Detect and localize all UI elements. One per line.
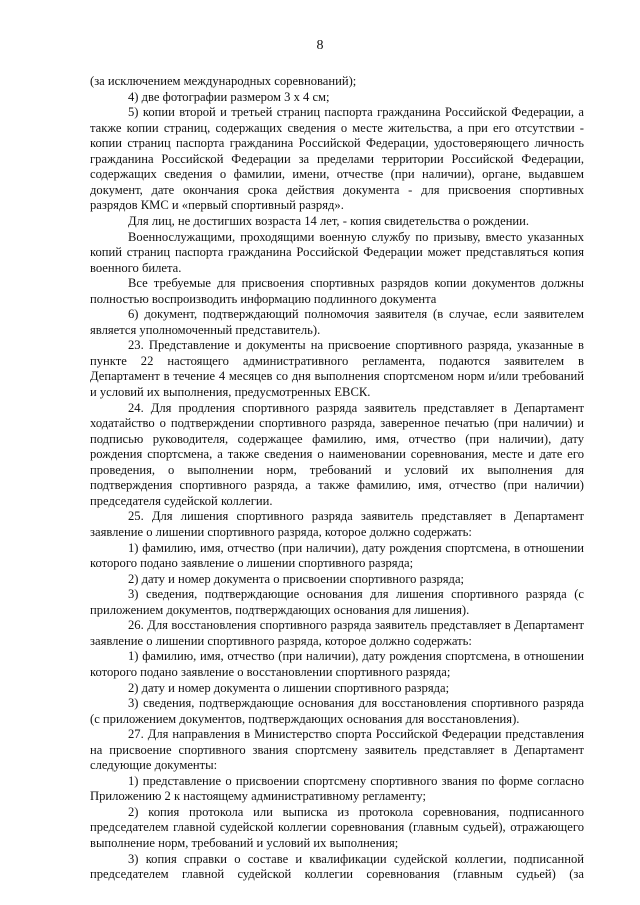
text-line: председателем главной судейской коллегии соревнования (главным судьей) (за	[90, 867, 584, 882]
text-line: ходатайство о подтверждении спортивного разряда, заверенное печатью (при наличии) и	[90, 416, 584, 431]
text-line: 2) копия протокола или выписка из протокола соревнования, подписанного	[128, 804, 584, 819]
text-line: выполнение норм, требований и условий их выполнения;	[90, 836, 399, 850]
text-line: рождения спортсмена, а также сведения о наименовании соревнования, месте и дате его	[90, 447, 584, 462]
text-line: подписью руководителя, содержащее фамилию, имя, отчество (при наличии), дату	[90, 431, 584, 446]
page-number: 8	[316, 38, 324, 53]
text-line: подтверждения спортивного разряда, а также фамилию, имя, отчество (при наличии)	[90, 478, 584, 493]
text-line: проведения, о выполнении норм, требований и условий их выполнения для	[90, 462, 584, 477]
text-line: Департамент в течение 4 месяцев со дня выполнения спортсменом норм и/или требований	[90, 369, 584, 384]
text-line: (с приложением документов, подтверждающих основания для восстановления).	[90, 711, 520, 726]
text-line: Военнослужащими, проходящими военную службу по призыву, вместо указанных	[128, 229, 584, 244]
text-line: (за исключением международных соревнований);	[90, 74, 357, 88]
text-line: Для лиц, не достигших возраста 14 лет, - копия свидетельства о рождении.	[128, 214, 530, 228]
text-line: 2) дату и номер документа о лишении спортивного разряда;	[128, 680, 450, 695]
text-line: является уполномоченный представитель).	[90, 322, 321, 337]
text-line: и условий их выполнения, предусмотренных ЕВСК.	[90, 385, 371, 399]
text-line: 1) фамилию, имя, отчество (при наличии), дату рождения спортсмена, в отношении	[128, 540, 584, 555]
text-line: 25. Для лишения спортивного разряда заявитель представляет в Департамент	[128, 509, 584, 524]
text-line: председателя судейской коллегии.	[90, 493, 273, 508]
text-line: которого подано заявление о лишении спортивного разряда;	[90, 556, 414, 570]
text-line: 23. Представление и документы на присвоение спортивного разряда, указанные в	[128, 338, 584, 353]
text-line: документ, дате окончания срока действия документа - для присвоения спортивных	[90, 182, 584, 197]
text-line: полностью воспроизводить информацию подлинного документа	[90, 291, 437, 306]
text-line: заявление о лишении спортивного разряда, которое должно содержать:	[90, 633, 472, 648]
text-line: 1) фамилию, имя, отчество (при наличии), дату рождения спортсмена, в отношении	[128, 649, 584, 664]
text-line: 5) копии второй и третьей страниц паспорта гражданина Российской Федерации, а	[128, 105, 584, 120]
text-line: приложением документов, подтверждающих основания для лишения).	[90, 602, 470, 617]
text-line: Все требуемые для присвоения спортивных разрядов копии документов должны	[128, 276, 584, 291]
text-line: следующие документы:	[90, 758, 218, 773]
text-line: председателем главной судейской коллегии соревнования (главным судьей), отражающего	[90, 820, 584, 835]
text-line: пункте 22 настоящего административного регламента, подаются заявителем в	[90, 353, 584, 368]
text-line: 27. Для направления в Министерство спорта Российской Федерации представления	[128, 727, 584, 742]
text-line: копий страниц паспорта гражданина Российской Федерации может представляться копия	[90, 245, 584, 260]
text-line: 3) сведения, подтверждающие основания для восстановления спортивного разряда	[128, 696, 584, 710]
text-line: 2) дату и номер документа о присвоении спортивного разряда;	[128, 571, 465, 586]
text-line: 3) копия справки о составе и квалификации судейской коллегии, подписанной	[128, 851, 584, 866]
text-line: 6) документ, подтверждающий полномочия заявителя (в случае, если заявителем	[128, 307, 584, 322]
text-line: 26. Для восстановления спортивного разряда заявитель представляет в Департамент	[128, 618, 584, 633]
text-line: также копии страниц, содержащих сведения о месте жительства, а при его отсутствии -	[90, 120, 584, 135]
text-line: разрядов КМС и «первый спортивный разряд».	[90, 198, 344, 213]
text-line: копии страниц паспорта гражданина Российской Федерации, удостоверяющего личность	[90, 136, 584, 151]
text-line: военного билета.	[90, 260, 182, 275]
text-line: 1) представление о присвоении спортсмену спортивного звания по форме согласно	[128, 773, 584, 788]
text-line: заявление о лишении спортивного разряда, которое должно содержать:	[90, 525, 472, 539]
text-line: гражданина Российской Федерации за пределами территории Российской Федерации,	[90, 151, 584, 166]
text-line: 4) две фотографии размером 3 х 4 см;	[128, 89, 330, 104]
text-line: на присвоение спортивного звания спортсмену заявитель представляет в Департамент	[90, 742, 584, 757]
text-line: содержащих сведения о фамилии, имени, отчестве (при наличии), органе, выдавшем	[90, 167, 584, 182]
text-line: 3) сведения, подтверждающие основания для лишения спортивного разряда (с	[128, 587, 584, 602]
text-line: которого подано заявление о восстановлении спортивного разряда;	[90, 664, 451, 679]
text-line: Приложению 2 к настоящему административному регламенту;	[90, 789, 427, 804]
text-line: 24. Для продления спортивного разряда заявитель представляет в Департамент	[128, 400, 584, 415]
